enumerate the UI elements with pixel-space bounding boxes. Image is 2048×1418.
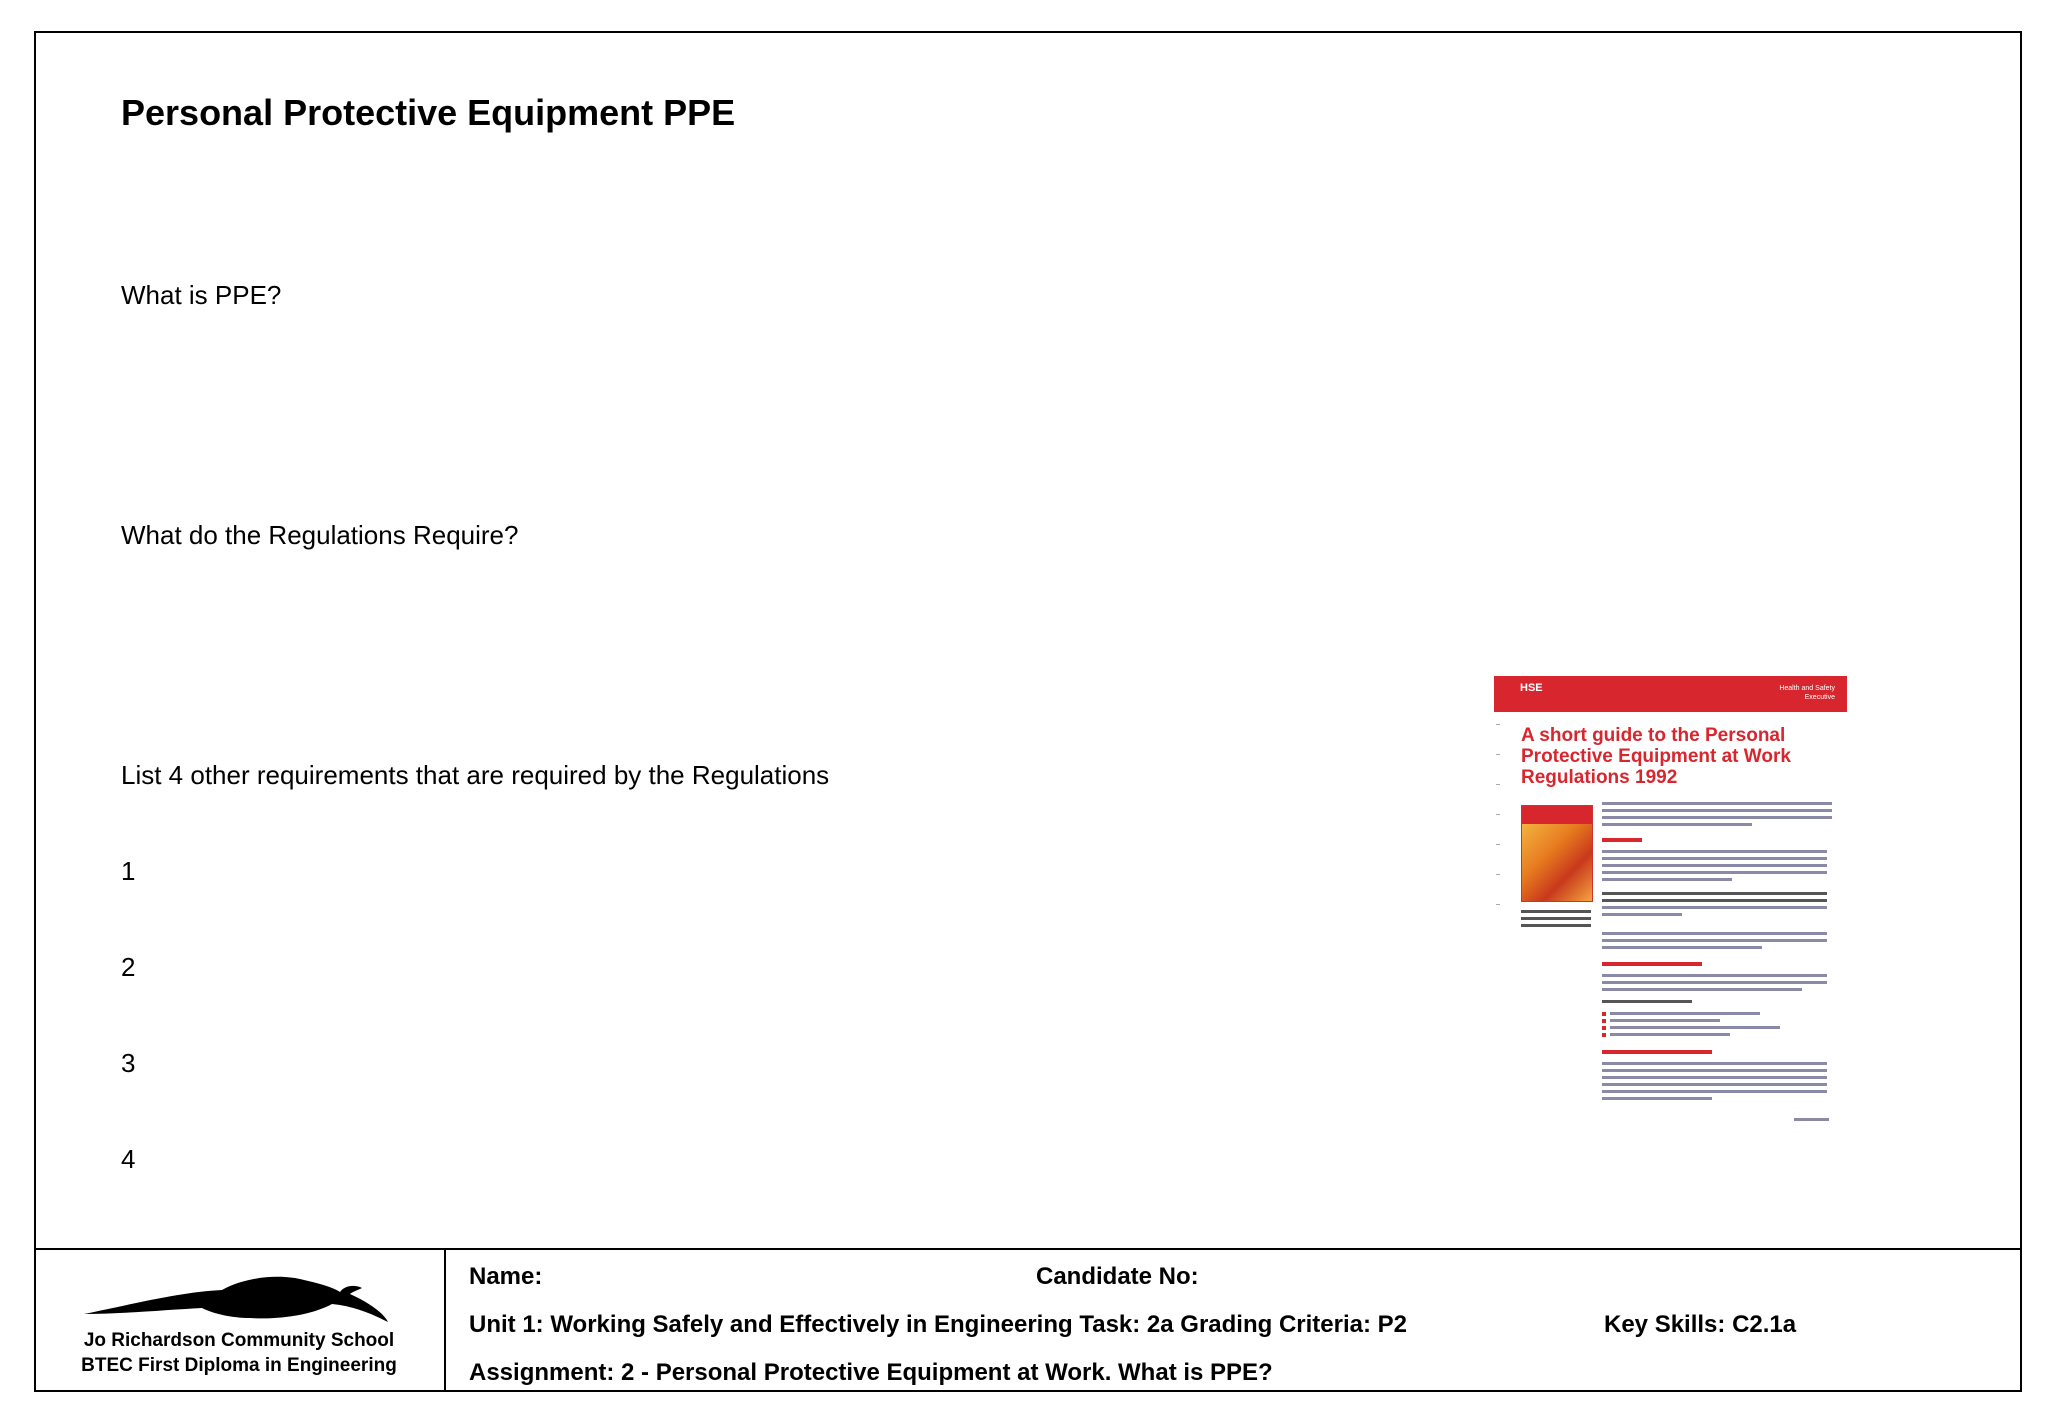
key-skills: Key Skills: C2.1a bbox=[1604, 1311, 1797, 1338]
leaflet-margin-tick bbox=[1496, 904, 1500, 905]
leaflet-text-line bbox=[1602, 802, 1832, 805]
leaflet-text-line bbox=[1602, 1076, 1827, 1079]
list-number-1: 1 bbox=[121, 856, 136, 886]
footer-divider bbox=[444, 1250, 446, 1392]
school-name: Jo Richardson Community School bbox=[83, 1330, 395, 1351]
list-number-4: 4 bbox=[121, 1144, 136, 1174]
leaflet-margin-tick bbox=[1496, 874, 1500, 875]
leaflet-margin-tick bbox=[1496, 754, 1500, 755]
assignment-info: Assignment: 2 - Personal Protective Equipment at Work. What is PPE? bbox=[469, 1359, 1273, 1386]
leaflet-text-line bbox=[1610, 1019, 1720, 1022]
leaflet-text-line bbox=[1602, 1097, 1712, 1100]
bird-logo-icon bbox=[82, 1274, 392, 1329]
footer bbox=[34, 1248, 2022, 1392]
leaflet-text-line bbox=[1602, 857, 1827, 860]
school-block bbox=[34, 1328, 444, 1378]
leaflet-caption-line bbox=[1521, 924, 1591, 927]
leaflet-text-line bbox=[1602, 932, 1827, 935]
leaflet-caption-line bbox=[1521, 917, 1591, 920]
page-title: Personal Protective Equipment PPE bbox=[121, 92, 736, 133]
leaflet-text-line bbox=[1602, 946, 1762, 949]
leaflet-text-line bbox=[1602, 913, 1682, 916]
leaflet-publisher: Health and Safety Executive bbox=[1779, 685, 1835, 701]
leaflet-heading-line bbox=[1602, 1050, 1712, 1054]
unit-info: Unit 1: Working Safely and Effectively in Engineering Task: 2a Grading Criteria: P2 bbox=[469, 1311, 1408, 1338]
candidate-number-label: Candidate No: bbox=[1036, 1263, 1199, 1290]
leaflet-text-line bbox=[1602, 1083, 1827, 1086]
leaflet-text-line bbox=[1610, 1026, 1780, 1029]
leaflet-margin-tick bbox=[1496, 844, 1500, 845]
leaflet-margin-tick bbox=[1496, 724, 1500, 725]
leaflet-text-line bbox=[1602, 892, 1827, 895]
leaflet-text-line bbox=[1610, 1012, 1760, 1015]
leaflet-heading-line bbox=[1602, 962, 1702, 966]
list-number-2: 2 bbox=[121, 952, 136, 982]
leaflet-text-line bbox=[1602, 1000, 1692, 1003]
leaflet-text-line bbox=[1602, 906, 1827, 909]
name-label: Name: bbox=[469, 1263, 543, 1290]
leaflet-text-line bbox=[1610, 1033, 1730, 1036]
leaflet-text-line bbox=[1602, 939, 1827, 942]
leaflet-text-line bbox=[1602, 974, 1827, 977]
leaflet-bullet bbox=[1602, 1019, 1606, 1023]
leaflet-text-line bbox=[1794, 1118, 1829, 1121]
question-regulations-require: What do the Regulations Require? bbox=[121, 520, 519, 550]
leaflet-margin-tick bbox=[1496, 784, 1500, 785]
leaflet-text-line bbox=[1602, 816, 1832, 819]
leaflet-text-line bbox=[1602, 1069, 1827, 1072]
list-number-3: 3 bbox=[121, 1048, 136, 1078]
leaflet-margin-tick bbox=[1496, 814, 1500, 815]
leaflet-text-line bbox=[1602, 809, 1832, 812]
question-list-requirements: List 4 other requirements that are required by the Regulations bbox=[121, 760, 830, 790]
leaflet-bullet bbox=[1602, 1012, 1606, 1016]
question-what-is-ppe: What is PPE? bbox=[121, 280, 282, 310]
leaflet-caption-line bbox=[1521, 910, 1591, 913]
leaflet-cover-image bbox=[1521, 805, 1593, 902]
hse-leaflet-image bbox=[1494, 642, 1847, 1132]
leaflet-title: A short guide to the Personal Protective Equipment at Work Regulations 1992 bbox=[1521, 725, 1791, 788]
leaflet-text-line bbox=[1602, 878, 1732, 881]
leaflet-bullet bbox=[1602, 1033, 1606, 1037]
leaflet-text-line bbox=[1602, 899, 1827, 902]
leaflet-heading-line bbox=[1602, 838, 1642, 842]
leaflet-text-line bbox=[1602, 1090, 1827, 1093]
leaflet-text-line bbox=[1602, 1062, 1827, 1065]
leaflet-text-line bbox=[1602, 988, 1802, 991]
leaflet-text-line bbox=[1602, 871, 1827, 874]
leaflet-text-line bbox=[1602, 864, 1827, 867]
leaflet-bullet bbox=[1602, 1026, 1606, 1030]
leaflet-text-line bbox=[1602, 823, 1752, 826]
hse-logo-icon: HSE bbox=[1520, 682, 1543, 694]
leaflet-text-line bbox=[1602, 981, 1827, 984]
course-name: BTEC First Diploma in Engineering bbox=[81, 1355, 397, 1376]
leaflet-text-line bbox=[1602, 850, 1827, 853]
